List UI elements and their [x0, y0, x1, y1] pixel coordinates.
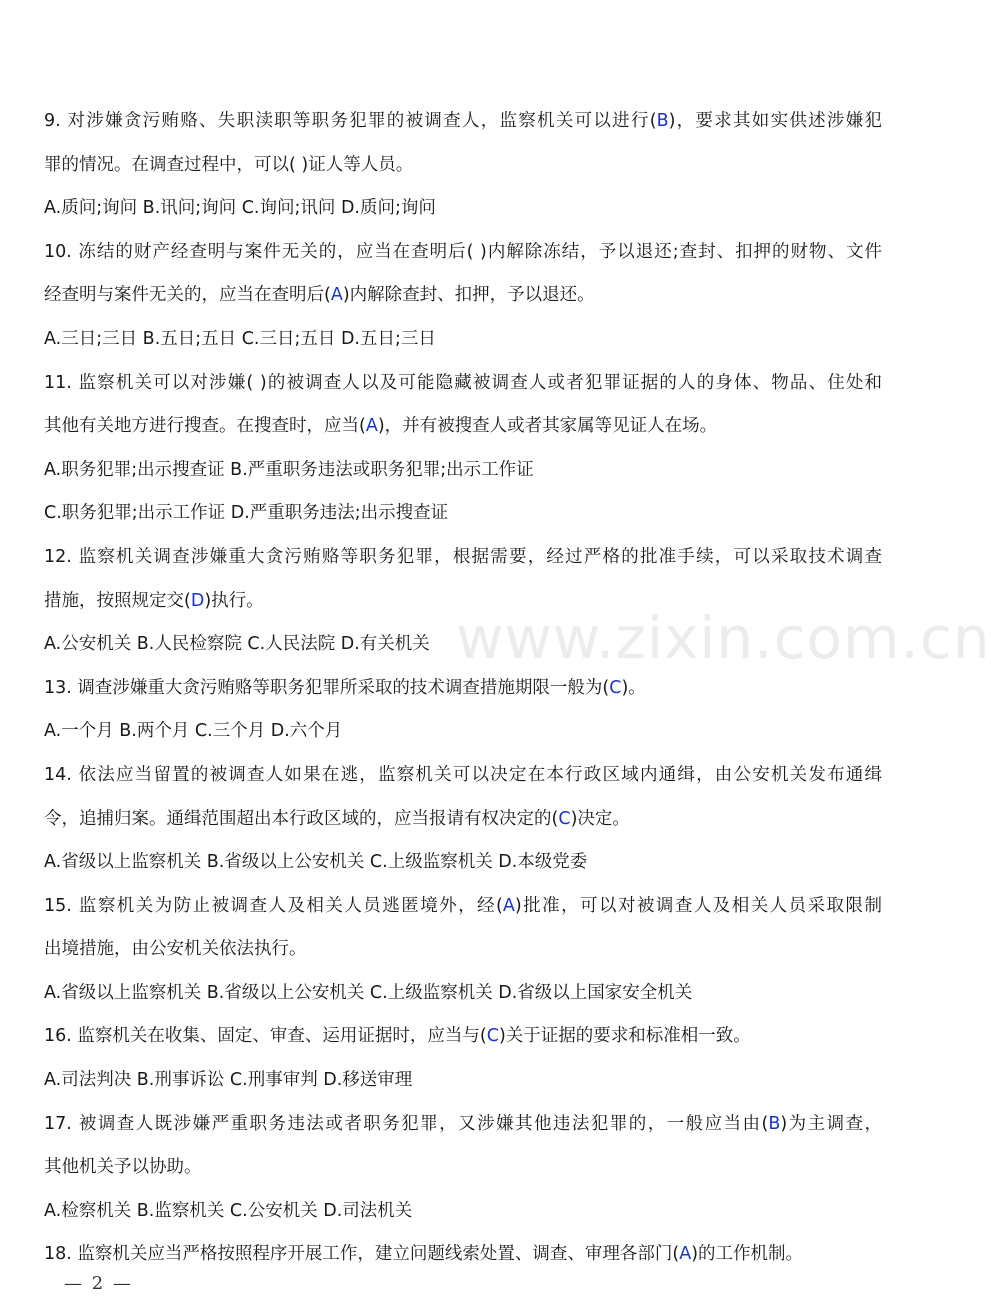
- question-text: 措施，按照规定交(: [44, 590, 191, 611]
- question-11: [44, 362, 882, 536]
- watermark: www.zixin.com.cn: [456, 604, 991, 672]
- question-line: [44, 1015, 882, 1059]
- question-text: )为主调查，: [780, 1113, 883, 1134]
- question-text: 经查明与案件无关的，应当在查明后(: [44, 285, 331, 306]
- answer-letter: C: [609, 677, 622, 698]
- answer-letter: C: [486, 1026, 499, 1047]
- answer-letter: A: [679, 1244, 692, 1265]
- question-line: [44, 100, 882, 144]
- question-line: [44, 580, 882, 624]
- answer-options: A.职务犯罪;出示搜查证 B.严重职务违法或职务犯罪;出示工作证: [44, 459, 534, 480]
- question-text: 15. 监察机关为防止被调查人及相关人员逃匿境外，经(: [44, 895, 503, 916]
- question-line: [44, 1233, 882, 1277]
- document-body: [44, 100, 882, 1277]
- question-line: [44, 231, 882, 275]
- question-text: )的工作机制。: [691, 1244, 804, 1265]
- question-line: [44, 405, 882, 449]
- question-16: [44, 1015, 882, 1102]
- question-line: [44, 928, 882, 972]
- answer-options: A.司法判决 B.刑事诉讼 C.刑事审判 D.移送审理: [44, 1070, 413, 1091]
- question-text: 14. 依法应当留置的被调查人如果在逃，监察机关可以决定在本行政区域内通缉，由公安机关发布通缉: [44, 764, 882, 785]
- question-12: [44, 536, 882, 667]
- answer-options: A.公安机关 B.人民检察院 C.人民法院 D.有关机关: [44, 634, 430, 655]
- question-text: 17. 被调查人既涉嫌严重职务违法或者职务犯罪，又涉嫌其他违法犯罪的，一般应当由(: [44, 1113, 769, 1134]
- question-18: [44, 1233, 882, 1277]
- question-text: )批准，可以对被调查人及相关人员采取限制: [514, 895, 882, 916]
- question-text: 13. 调查涉嫌重大贪污贿赂等职务犯罪所采取的技术调查措施期限一般为(: [44, 677, 610, 698]
- answer-options: A.省级以上监察机关 B.省级以上公安机关 C.上级监察机关 D.本级党委: [44, 852, 588, 873]
- question-text: 其他有关地方进行搜查。在搜查时，应当(: [44, 416, 366, 437]
- question-text: )，要求其如实供述涉嫌犯: [668, 111, 882, 131]
- question-text: )。: [621, 677, 646, 698]
- question-line: [44, 536, 882, 580]
- question-text: )关于证据的要求和标准相一致。: [498, 1026, 751, 1047]
- question-line: [44, 798, 882, 842]
- question-line: [44, 1146, 882, 1190]
- question-14: [44, 754, 882, 885]
- question-text: 10. 冻结的财产经查明与案件无关的，应当在查明后( )内解除冻结，予以退还;查封、扣押的财物、文件: [44, 241, 882, 262]
- question-text: 罪的情况。在调查过程中，可以( )证人等人员。: [44, 154, 414, 175]
- answer-options: A.检察机关 B.监察机关 C.公安机关 D.司法机关: [44, 1200, 413, 1221]
- question-line: [44, 274, 882, 318]
- question-text: )执行。: [204, 590, 264, 611]
- answer-options: A.三日;三日 B.五日;五日 C.三日;五日 D.五日;三日: [44, 328, 436, 349]
- answer-letter: B: [656, 111, 669, 131]
- question-line: [44, 362, 882, 406]
- question-text: )内解除查封、扣押，予以退还。: [342, 285, 595, 306]
- answer-letter: B: [768, 1113, 781, 1134]
- question-text: )，并有被搜查人或者其家属等见证人在场。: [377, 416, 718, 437]
- question-text: )决定。: [570, 808, 630, 829]
- question-text: 令，追捕归案。通缉范围超出本行政区域的，应当报请有权决定的(: [44, 808, 559, 829]
- question-text: 其他机关予以协助。: [44, 1157, 202, 1178]
- question-text: 16. 监察机关在收集、固定、审查、运用证据时，应当与(: [44, 1026, 487, 1047]
- question-10: [44, 231, 882, 362]
- question-text: 9. 对涉嫌贪污贿赂、失职渎职等职务犯罪的被调查人，监察机关可以进行(: [44, 111, 657, 131]
- question-17: [44, 1103, 882, 1234]
- question-13: [44, 667, 882, 754]
- answer-options: A.质问;询问 B.讯问;询问 C.询问;讯问 D.质问;询问: [44, 198, 436, 219]
- question-line: [44, 754, 882, 798]
- answer-letter: C: [558, 808, 571, 829]
- question-text: 11. 监察机关可以对涉嫌( )的被调查人以及可能隐藏被调查人或者犯罪证据的人的身体、物品、住处和: [44, 372, 882, 393]
- answer-letter: A: [330, 285, 343, 306]
- answer-letter: A: [502, 895, 515, 916]
- question-text: 12. 监察机关调查涉嫌重大贪污贿赂等职务犯罪，根据需要，经过严格的批准手续，可以采取技术调查: [44, 546, 882, 567]
- page-number: — 2 —: [64, 1273, 133, 1294]
- question-line: [44, 667, 882, 711]
- question-9: [44, 100, 882, 231]
- question-line: [44, 1103, 882, 1147]
- answer-options: A.省级以上监察机关 B.省级以上公安机关 C.上级监察机关 D.省级以上国家安全机关: [44, 982, 693, 1003]
- question-line: [44, 144, 882, 188]
- answer-letter: A: [365, 416, 378, 437]
- answer-options: C.职务犯罪;出示工作证 D.严重职务违法;出示搜查证: [44, 503, 449, 524]
- question-text: 18. 监察机关应当严格按照程序开展工作，建立问题线索处置、调查、审理各部门(: [44, 1244, 680, 1265]
- question-line: [44, 885, 882, 929]
- answer-letter: D: [190, 590, 205, 611]
- answer-options: A.一个月 B.两个月 C.三个月 D.六个月: [44, 721, 343, 742]
- question-text: 出境措施，由公安机关依法执行。: [44, 939, 307, 960]
- question-15: [44, 885, 882, 1016]
